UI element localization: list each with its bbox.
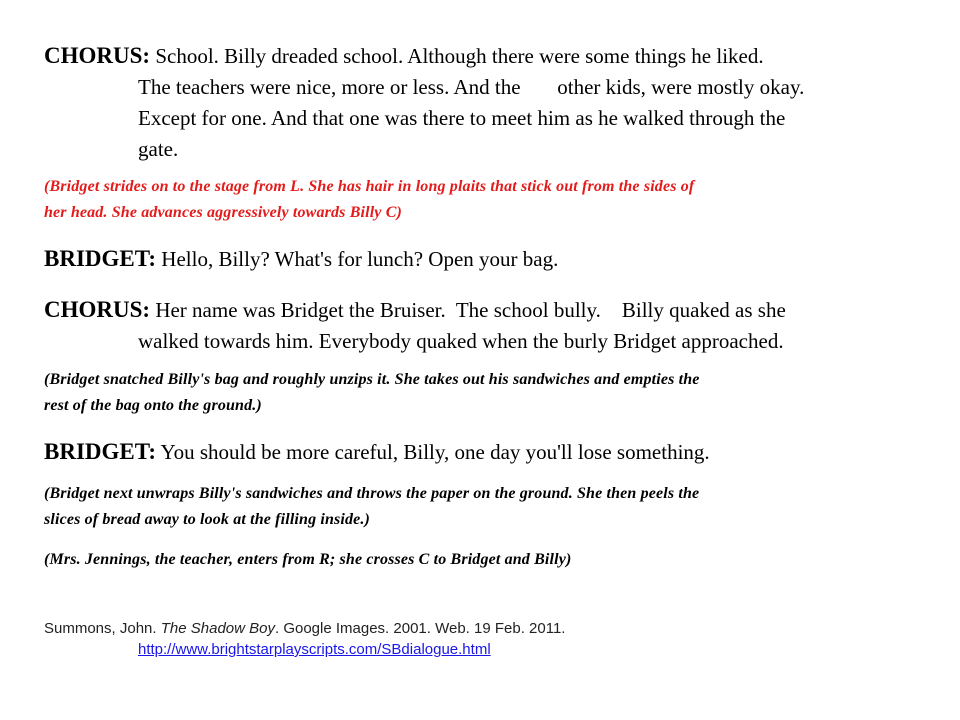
chorus-text-line: Her name was Bridget the Bruiser. The school bully. Billy quaked as she — [155, 298, 786, 322]
stage-direction-3 — [44, 481, 924, 533]
stage-direction-line: (Mrs. Jennings, the teacher, enters from R; she crosses C to Bridget and Billy) — [44, 551, 572, 568]
stage-direction-line: (Bridget snatched Billy's bag and roughly unzips it. She takes out his sandwiches and empties the — [44, 371, 700, 388]
citation-title: The Shadow Boy — [160, 620, 275, 637]
chorus-text-line: The teachers were nice, more or less. And the other kids, were mostly okay. — [138, 75, 805, 99]
chorus-first-line — [44, 40, 924, 72]
citation-line — [44, 618, 924, 639]
stage-direction-line: slices of bread away to look at the filling inside.) — [44, 511, 371, 528]
bridget-speech-1 — [44, 243, 924, 275]
source-link[interactable]: http://www.brightstarplayscripts.com/SBdialogue.html — [138, 641, 491, 658]
stage-direction-4 — [44, 547, 924, 573]
bridget-first-line — [44, 436, 924, 468]
chorus-speech-2 — [44, 294, 924, 357]
stage-direction-2 — [44, 367, 924, 419]
bridget-text: You should be more careful, Billy, one day you'll lose something. — [160, 440, 710, 464]
chorus-text-line: School. Billy dreaded school. Although there were some things he liked. — [155, 44, 764, 68]
chorus-first-line — [44, 294, 924, 326]
speaker-bridget: BRIDGET: — [44, 439, 157, 464]
stage-direction-line: her head. She advances aggressively towards Billy C) — [44, 204, 403, 221]
citation-link-line — [44, 639, 924, 660]
bridget-text: Hello, Billy? What's for lunch? Open your bag. — [161, 247, 559, 271]
stage-direction-line: rest of the bag onto the ground.) — [44, 397, 262, 414]
citation-details: . Google Images. 2001. Web. 19 Feb. 2011. — [274, 620, 566, 637]
speaker-chorus: CHORUS: — [44, 297, 151, 322]
chorus-speech-1 — [44, 40, 924, 165]
chorus-text-line: gate. — [138, 137, 179, 161]
citation — [44, 618, 924, 660]
stage-direction-line: (Bridget strides on to the stage from L. She has hair in long plaits that stick out from the sides of — [44, 178, 695, 195]
chorus-text-line: walked towards him. Everybody quaked when the burly Bridget approached. — [138, 329, 784, 353]
stage-direction-line: (Bridget next unwraps Billy's sandwiches and throws the paper on the ground. She then peels the — [44, 485, 700, 502]
speaker-chorus: CHORUS: — [44, 43, 151, 68]
stage-direction-1 — [44, 174, 924, 226]
chorus-text-line: Except for one. And that one was there to meet him as he walked through the — [138, 106, 786, 130]
bridget-speech-2 — [44, 436, 924, 468]
speaker-bridget: BRIDGET: — [44, 246, 157, 271]
citation-author: Summons, John. — [44, 620, 157, 637]
bridget-first-line — [44, 243, 924, 275]
